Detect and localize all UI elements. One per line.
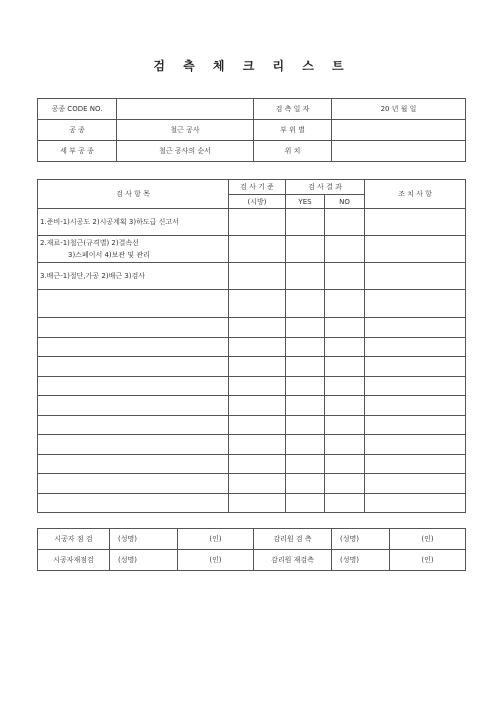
location-label: 위 치 — [254, 141, 332, 162]
standard-cell[interactable] — [229, 236, 286, 263]
checklist-empty-row — [38, 338, 466, 357]
no-cell[interactable] — [325, 318, 365, 338]
part-label: 부 위 별 — [254, 120, 332, 141]
no-cell[interactable] — [325, 474, 365, 494]
work-label: 공 종 — [38, 120, 117, 141]
yes-cell[interactable] — [286, 455, 325, 474]
checklist-table — [37, 179, 466, 513]
part-value[interactable] — [332, 120, 466, 141]
sign-name-field[interactable]: (성명) — [332, 529, 390, 550]
sign-name-field[interactable]: (성명) — [332, 550, 390, 571]
checklist-empty-row — [38, 377, 466, 396]
sign-label-contractor-recheck: 시공자재점검 — [38, 550, 110, 571]
item-cell[interactable] — [38, 435, 229, 455]
header-no: NO — [325, 195, 365, 209]
yes-cell[interactable] — [286, 435, 325, 455]
sign-seal-field[interactable]: (인) — [178, 529, 254, 550]
action-cell[interactable] — [365, 474, 466, 494]
sign-name-field[interactable]: (성명) — [110, 550, 178, 571]
header-standard: 검 사 기 준 — [229, 180, 286, 195]
item-cell[interactable] — [38, 494, 229, 513]
standard-cell[interactable] — [229, 357, 286, 377]
date-value[interactable]: 20 년 월 일 — [332, 99, 466, 120]
checklist-row — [38, 236, 466, 263]
action-cell[interactable] — [365, 494, 466, 513]
sign-label-contractor-check: 시공자 점 검 — [38, 529, 110, 550]
item-cell[interactable] — [38, 377, 229, 396]
code-value[interactable] — [117, 99, 254, 120]
info-row-detail — [38, 141, 466, 162]
no-cell[interactable] — [325, 396, 365, 416]
action-cell[interactable] — [365, 263, 466, 290]
sign-label-supervisor-inspect: 감리원 검 측 — [254, 529, 332, 550]
checklist-empty-row — [38, 290, 466, 318]
action-cell[interactable] — [365, 236, 466, 263]
item-cell[interactable] — [38, 318, 229, 338]
no-cell[interactable] — [325, 236, 365, 263]
yes-cell[interactable] — [286, 494, 325, 513]
sign-label-supervisor-reinspect: 감리원 재검측 — [254, 550, 332, 571]
standard-cell[interactable] — [229, 396, 286, 416]
code-label: 공종 CODE NO. — [38, 99, 117, 120]
yes-cell[interactable] — [286, 474, 325, 494]
checklist-empty-row — [38, 357, 466, 377]
item-cell[interactable] — [38, 455, 229, 474]
header-action: 조 치 사 항 — [365, 180, 466, 209]
yes-cell[interactable] — [286, 377, 325, 396]
action-cell[interactable] — [365, 318, 466, 338]
no-cell[interactable] — [325, 338, 365, 357]
no-cell[interactable] — [325, 263, 365, 290]
item-cell[interactable] — [38, 338, 229, 357]
sign-seal-field[interactable]: (인) — [178, 550, 254, 571]
action-cell[interactable] — [365, 377, 466, 396]
sign-seal-field[interactable]: (인) — [390, 529, 466, 550]
yes-cell[interactable] — [286, 416, 325, 435]
standard-cell[interactable] — [229, 494, 286, 513]
standard-cell[interactable] — [229, 338, 286, 357]
info-row-code — [38, 99, 466, 120]
no-cell[interactable] — [325, 455, 365, 474]
header-item: 검 사 항 목 — [38, 180, 229, 209]
standard-cell[interactable] — [229, 435, 286, 455]
date-label: 검 측 일 자 — [254, 99, 332, 120]
detail-value[interactable]: 철근 공사의 순서 — [117, 141, 254, 162]
checklist-empty-row — [38, 455, 466, 474]
checklist-empty-row — [38, 474, 466, 494]
action-cell[interactable] — [365, 396, 466, 416]
check-item — [38, 209, 229, 236]
info-row-work — [38, 120, 466, 141]
yes-cell[interactable] — [286, 318, 325, 338]
action-cell[interactable] — [365, 290, 466, 318]
item-cell[interactable] — [38, 396, 229, 416]
standard-cell[interactable] — [229, 318, 286, 338]
location-value[interactable] — [332, 141, 466, 162]
action-cell[interactable] — [365, 209, 466, 236]
standard-cell[interactable] — [229, 377, 286, 396]
standard-cell[interactable] — [229, 455, 286, 474]
checklist-empty-row — [38, 318, 466, 338]
no-cell[interactable] — [325, 357, 365, 377]
action-cell[interactable] — [365, 338, 466, 357]
no-cell[interactable] — [325, 494, 365, 513]
item-cell[interactable] — [38, 474, 229, 494]
standard-cell[interactable] — [229, 474, 286, 494]
no-cell[interactable] — [325, 377, 365, 396]
yes-cell[interactable] — [286, 236, 325, 263]
standard-cell[interactable] — [229, 290, 286, 318]
sign-row — [38, 529, 466, 550]
work-value[interactable]: 철근 공사 — [117, 120, 254, 141]
header-standard-sub: (시방) — [229, 195, 286, 209]
action-cell[interactable] — [365, 455, 466, 474]
check-item — [38, 263, 229, 290]
action-cell[interactable] — [365, 357, 466, 377]
item-cell[interactable] — [38, 290, 229, 318]
yes-cell[interactable] — [286, 209, 325, 236]
yes-cell[interactable] — [286, 290, 325, 318]
checklist-row — [38, 209, 466, 236]
yes-cell[interactable] — [286, 263, 325, 290]
checklist-empty-row — [38, 416, 466, 435]
yes-cell[interactable] — [286, 338, 325, 357]
standard-cell[interactable] — [229, 263, 286, 290]
header-yes: YES — [286, 195, 325, 209]
action-cell[interactable] — [365, 435, 466, 455]
check-item-line: 2.재료-1)철근(규격별) 2)결속선 — [40, 239, 139, 247]
checklist-header-row — [38, 180, 466, 195]
sign-table — [37, 528, 466, 571]
info-table — [37, 98, 466, 162]
item-cell[interactable] — [38, 357, 229, 377]
check-item-line: 1.준비-1)시공도 2)시공계획 3)하도급 신고서 — [40, 218, 179, 226]
sign-seal-field[interactable]: (인) — [390, 550, 466, 571]
checklist-empty-row — [38, 396, 466, 416]
detail-label: 세 부 공 종 — [38, 141, 117, 162]
yes-cell[interactable] — [286, 396, 325, 416]
standard-cell[interactable] — [229, 416, 286, 435]
action-cell[interactable] — [365, 416, 466, 435]
check-item — [38, 236, 229, 263]
checklist-row — [38, 263, 466, 290]
sign-row — [38, 550, 466, 571]
no-cell[interactable] — [325, 209, 365, 236]
sign-name-field[interactable]: (성명) — [110, 529, 178, 550]
header-result: 검 사 결 과 — [286, 180, 365, 195]
check-item-line: 3.배근-1)절단,가공 2)배근 3)검사 — [40, 272, 146, 280]
standard-cell[interactable] — [229, 209, 286, 236]
yes-cell[interactable] — [286, 357, 325, 377]
checklist-empty-row — [38, 435, 466, 455]
check-item-line-2: 3)스페이서 4)보관 및 관리 — [68, 251, 150, 259]
item-cell[interactable] — [38, 416, 229, 435]
document-title: 검 측 체 크 리 스 트 — [153, 59, 351, 73]
no-cell[interactable] — [325, 416, 365, 435]
checklist-empty-row — [38, 494, 466, 513]
no-cell[interactable] — [325, 290, 365, 318]
no-cell[interactable] — [325, 435, 365, 455]
